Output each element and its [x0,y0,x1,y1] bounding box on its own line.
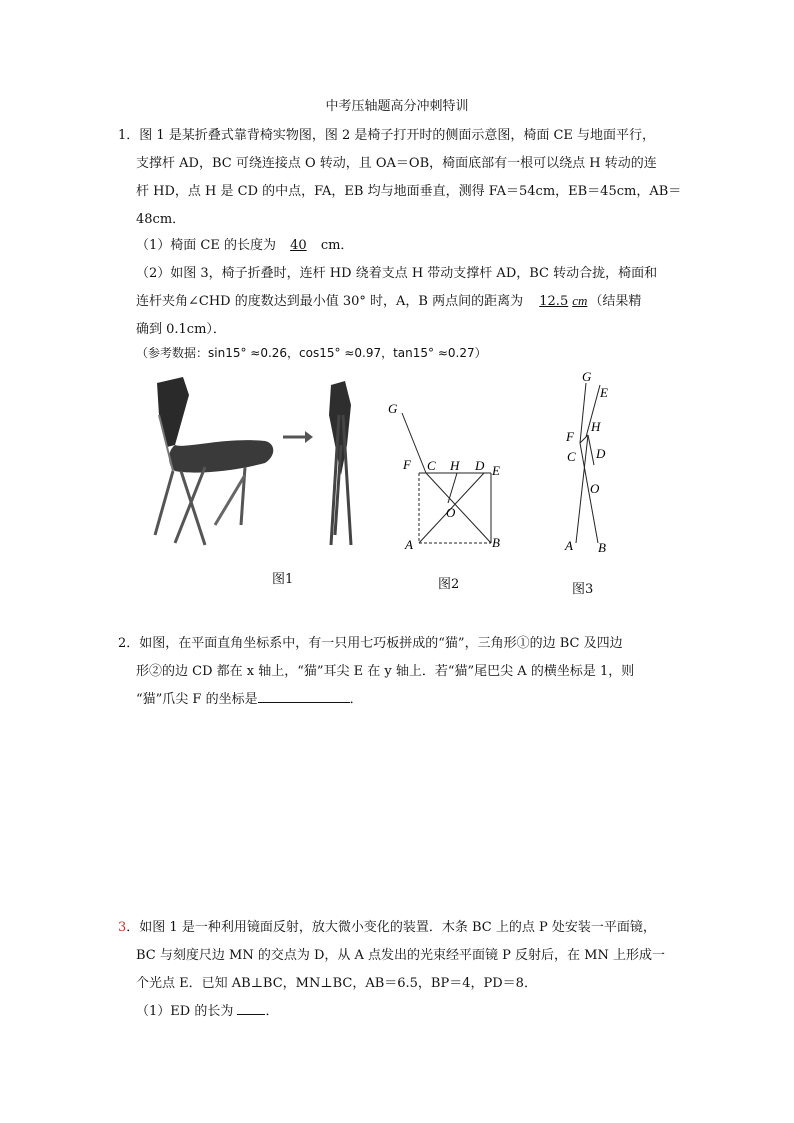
q1-part1: （1）椅面 CE 的长度为 40 cm． [136,238,354,253]
fig2-label-C: C [427,458,436,473]
fig3-label-O: O [590,481,600,496]
fig3-label-E: E [600,385,608,400]
q1-reference-data: （参考数据：sin15° ≈0.26，cos15° ≈0.97，tan15° ≈0.27） [136,346,487,360]
fig3-label-A: A [565,538,573,553]
figure-2-diagram [380,395,510,565]
fig2-label-E: E [492,463,500,478]
q1-part2-line-3: 确到 0.1cm）． [136,322,226,337]
fig2-label-O: O [446,505,456,520]
fig3-label-B: B [598,540,606,555]
q2-number: 2． [118,636,140,651]
chair-folded-icon [329,381,351,545]
q1-line-2: 支撑杆 AD，BC 可绕连接点 O 转动，且 OA＝OB，椅面底部有一根可以绕点 H 转动的连 [136,156,657,171]
chair-open-icon [155,377,273,545]
figure-3-diagram [560,365,630,560]
q3-part1: （1）ED 的长为 ． [136,1004,279,1019]
q3-line-1: 3．如图 1 是一种利用镜面反射，放大微小变化的装置．木条 BC 上的点 P 处安装一平面镜， [118,920,656,935]
q1-line-4: 48cm． [136,212,186,227]
q1-part2-line-1: （2）如图 3，椅子折叠时，连杆 HD 绕着支点 H 带动支撑杆 AD，BC 转动合拢，椅面和 [136,266,658,281]
q1-part2-answer: 12.5 [539,294,569,309]
q1-line-3: 杆 HD，点 H 是 CD 的中点，FA，EB 均与地面垂直，测得 FA＝54cm，EB＝45cm，AB＝ [136,184,682,199]
fig2-label-A: A [405,537,413,552]
q1-part1-answer: 40 [290,238,307,253]
q1-number: 1． [118,128,140,143]
fig3-label-D: D [596,446,606,461]
fig3-label-H: H [591,419,601,434]
q1-line-1: 1．图 1 是某折叠式靠背椅实物图，图 2 是椅子打开时的侧面示意图，椅面 CE 与地面平行， [118,128,656,143]
q3-number: 3 [118,920,127,935]
fig2-label-G: G [388,401,398,416]
figure-1-chair-photo [145,375,380,555]
q3-answer-blank [237,1014,265,1015]
q2-line-2: 形②的边 CD 都在 x 轴上，“猫”耳尖 E 在 y 轴上．若“猫”尾巴尖 A 的横坐标是 1，则 [136,664,635,679]
arrow-right-icon [283,431,313,443]
fig2-label-D: D [475,458,485,473]
q2-line-3: “猫”爪尖 F 的坐标是 ． [136,692,363,707]
fig3-label-G: G [582,369,592,384]
figure-1-caption: 图1 [272,572,294,587]
fig2-label-B: B [492,535,500,550]
fig2-label-H: H [450,458,460,473]
q2-answer-blank [258,702,350,703]
q3-line-2: BC 与刻度尺边 MN 的交点为 D，从 A 点发出的光束经平面镜 P 反射后，在 MN 上形成一 [136,948,665,963]
fig3-label-F: F [566,429,574,444]
q1-part2-line-2: 连杆夹角∠CHD 的度数达到最小值 30° 时，A，B 两点间的距离为 12.5 cm （结果精 [136,293,642,309]
figure-3-caption: 图3 [572,582,594,597]
fig3-label-C: C [567,449,576,464]
q2-line-1: 2．如图，在平面直角坐标系中，有一只用七巧板拼成的“猫”，三角形①的边 BC 及四边 [118,636,623,651]
fig2-label-F: F [403,457,411,472]
figure-2-caption: 图2 [438,577,460,592]
page-title: 中考压轴题高分冲刺特训 [325,99,469,114]
q3-line-3: 个光点 E．已知 AB⊥BC，MN⊥BC，AB＝6.5，BP＝4，PD＝8． [136,976,537,991]
